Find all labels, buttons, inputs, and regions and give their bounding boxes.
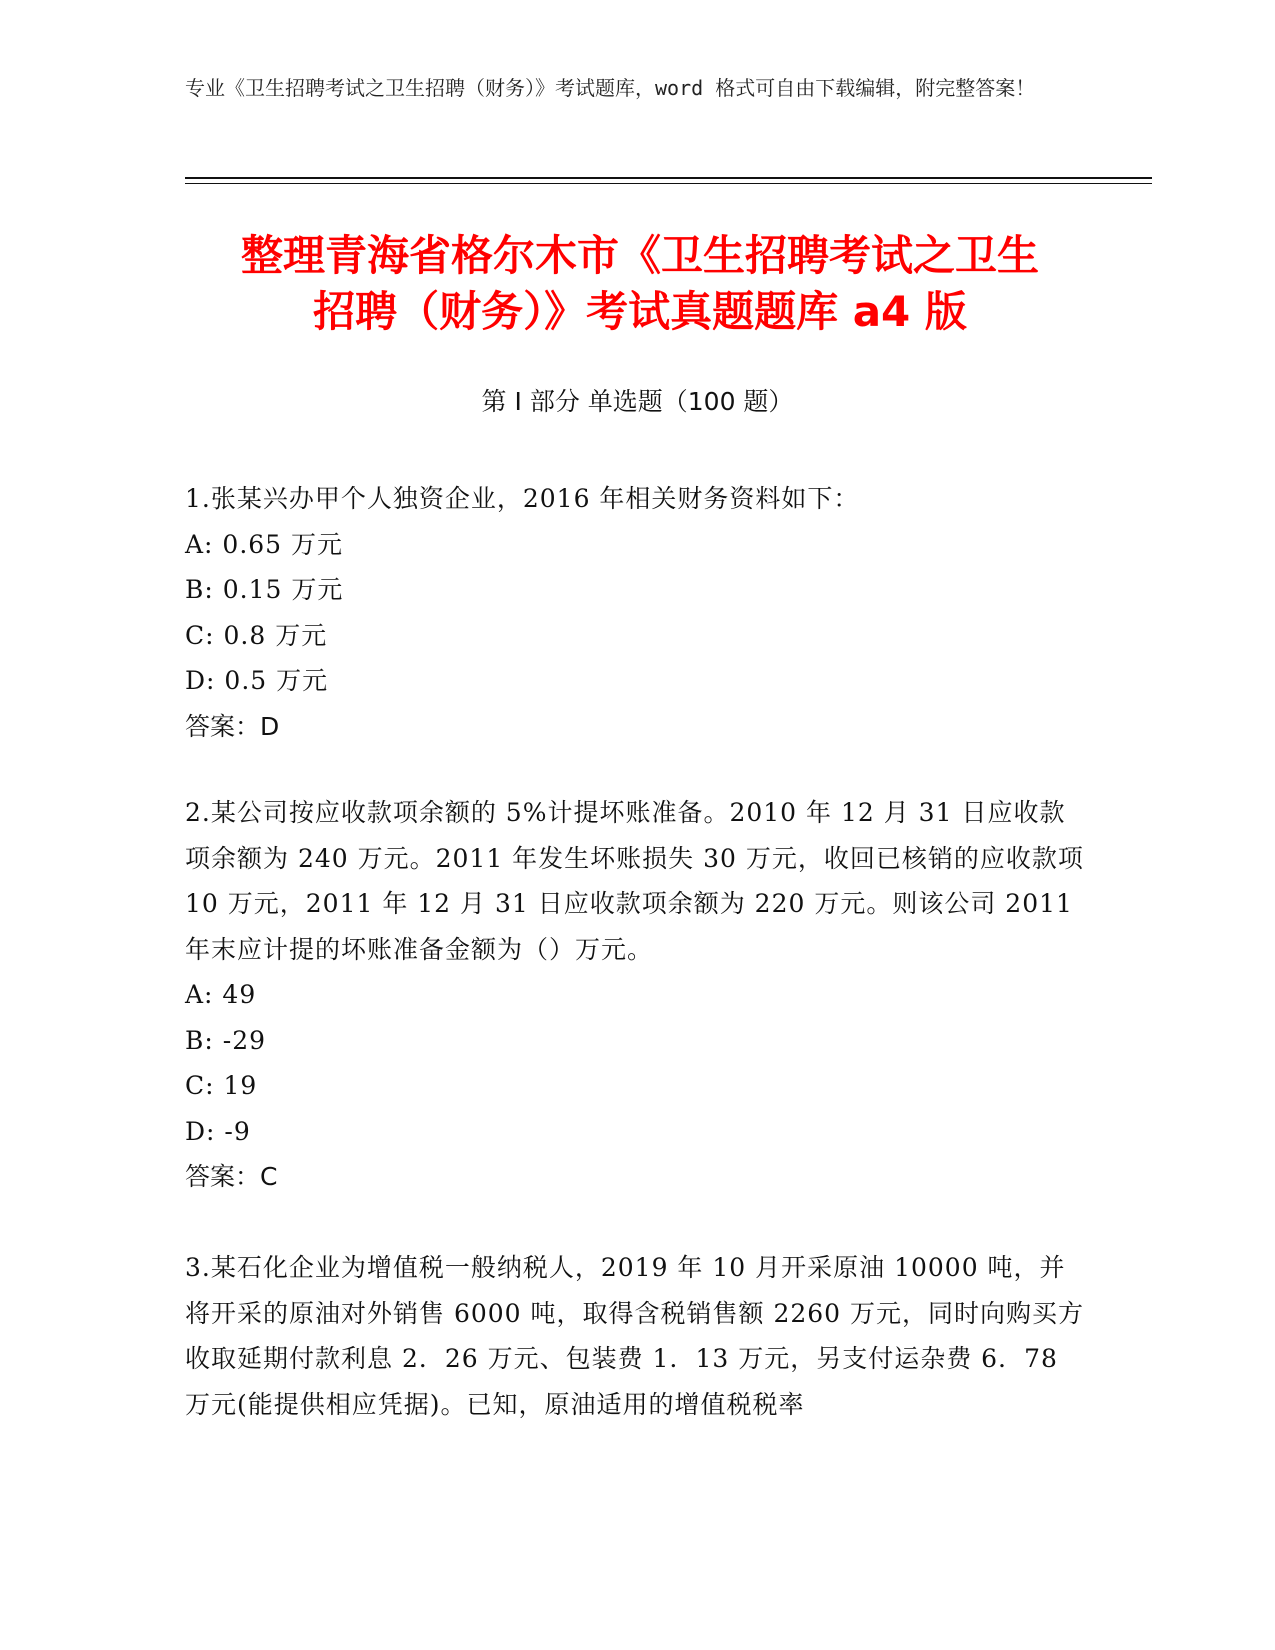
question-1 (185, 476, 1085, 749)
option-c: C: 0.8 万元 (185, 620, 328, 650)
section-heading: 第 I 部分 单选题（100 题） (481, 387, 794, 416)
title-line-1: 整理青海省格尔木市《卫生招聘考试之卫生 (240, 231, 1039, 280)
option-d: D: -9 (185, 1116, 251, 1146)
question-text: 2.某公司按应收款项余额的 5%计提坏账准备。2010 年 12 月 31 日应收款项余额为 240 万元。2011 年发生坏账损失 30 万元，收回已核销的应收款项 10 万元，2011 年 12 月 31 日应收款项余额为 220 万元。则该公司 2011 年末应计提的坏账准备金额为（）万元。 (185, 798, 1084, 964)
answer: 答案：D (185, 711, 280, 741)
option-d: D: 0.5 万元 (185, 666, 329, 695)
document-title (140, 228, 1140, 340)
option-b: B: -29 (185, 1025, 266, 1055)
header-divider (185, 177, 1152, 179)
question-2 (185, 790, 1085, 1200)
option-a: A: 49 (185, 980, 257, 1009)
answer: 答案：C (185, 1162, 278, 1191)
option-c: C: 19 (185, 1071, 258, 1100)
option-b: B: 0.15 万元 (185, 575, 344, 604)
intro-text: 专业《卫生招聘考试之卫生招聘（财务）》考试题库，word 格式可自由下载编辑，附完整答案！ (185, 76, 1036, 100)
title-line-2: 招聘（财务）》考试真题题库 a4 版 (313, 287, 967, 336)
question-3 (185, 1245, 1085, 1427)
question-text: 1.张某兴办甲个人独资企业，2016 年相关财务资料如下： (185, 484, 860, 513)
question-text: 3.某石化企业为增值税一般纳税人，2019 年 10 月开采原油 10000 吨，并将开采的原油对外销售 6000 吨，取得含税销售额 2260 万元，同时向购买方收取延期付款利息 2．26 万元、包装费 1．13 万元，另支付运杂费 6．78 万元(能提供相应凭据)。已知，原油适用的增值税税率 (185, 1253, 1085, 1419)
header-divider-thin (185, 183, 1152, 184)
option-a: A: 0.65 万元 (185, 529, 344, 559)
